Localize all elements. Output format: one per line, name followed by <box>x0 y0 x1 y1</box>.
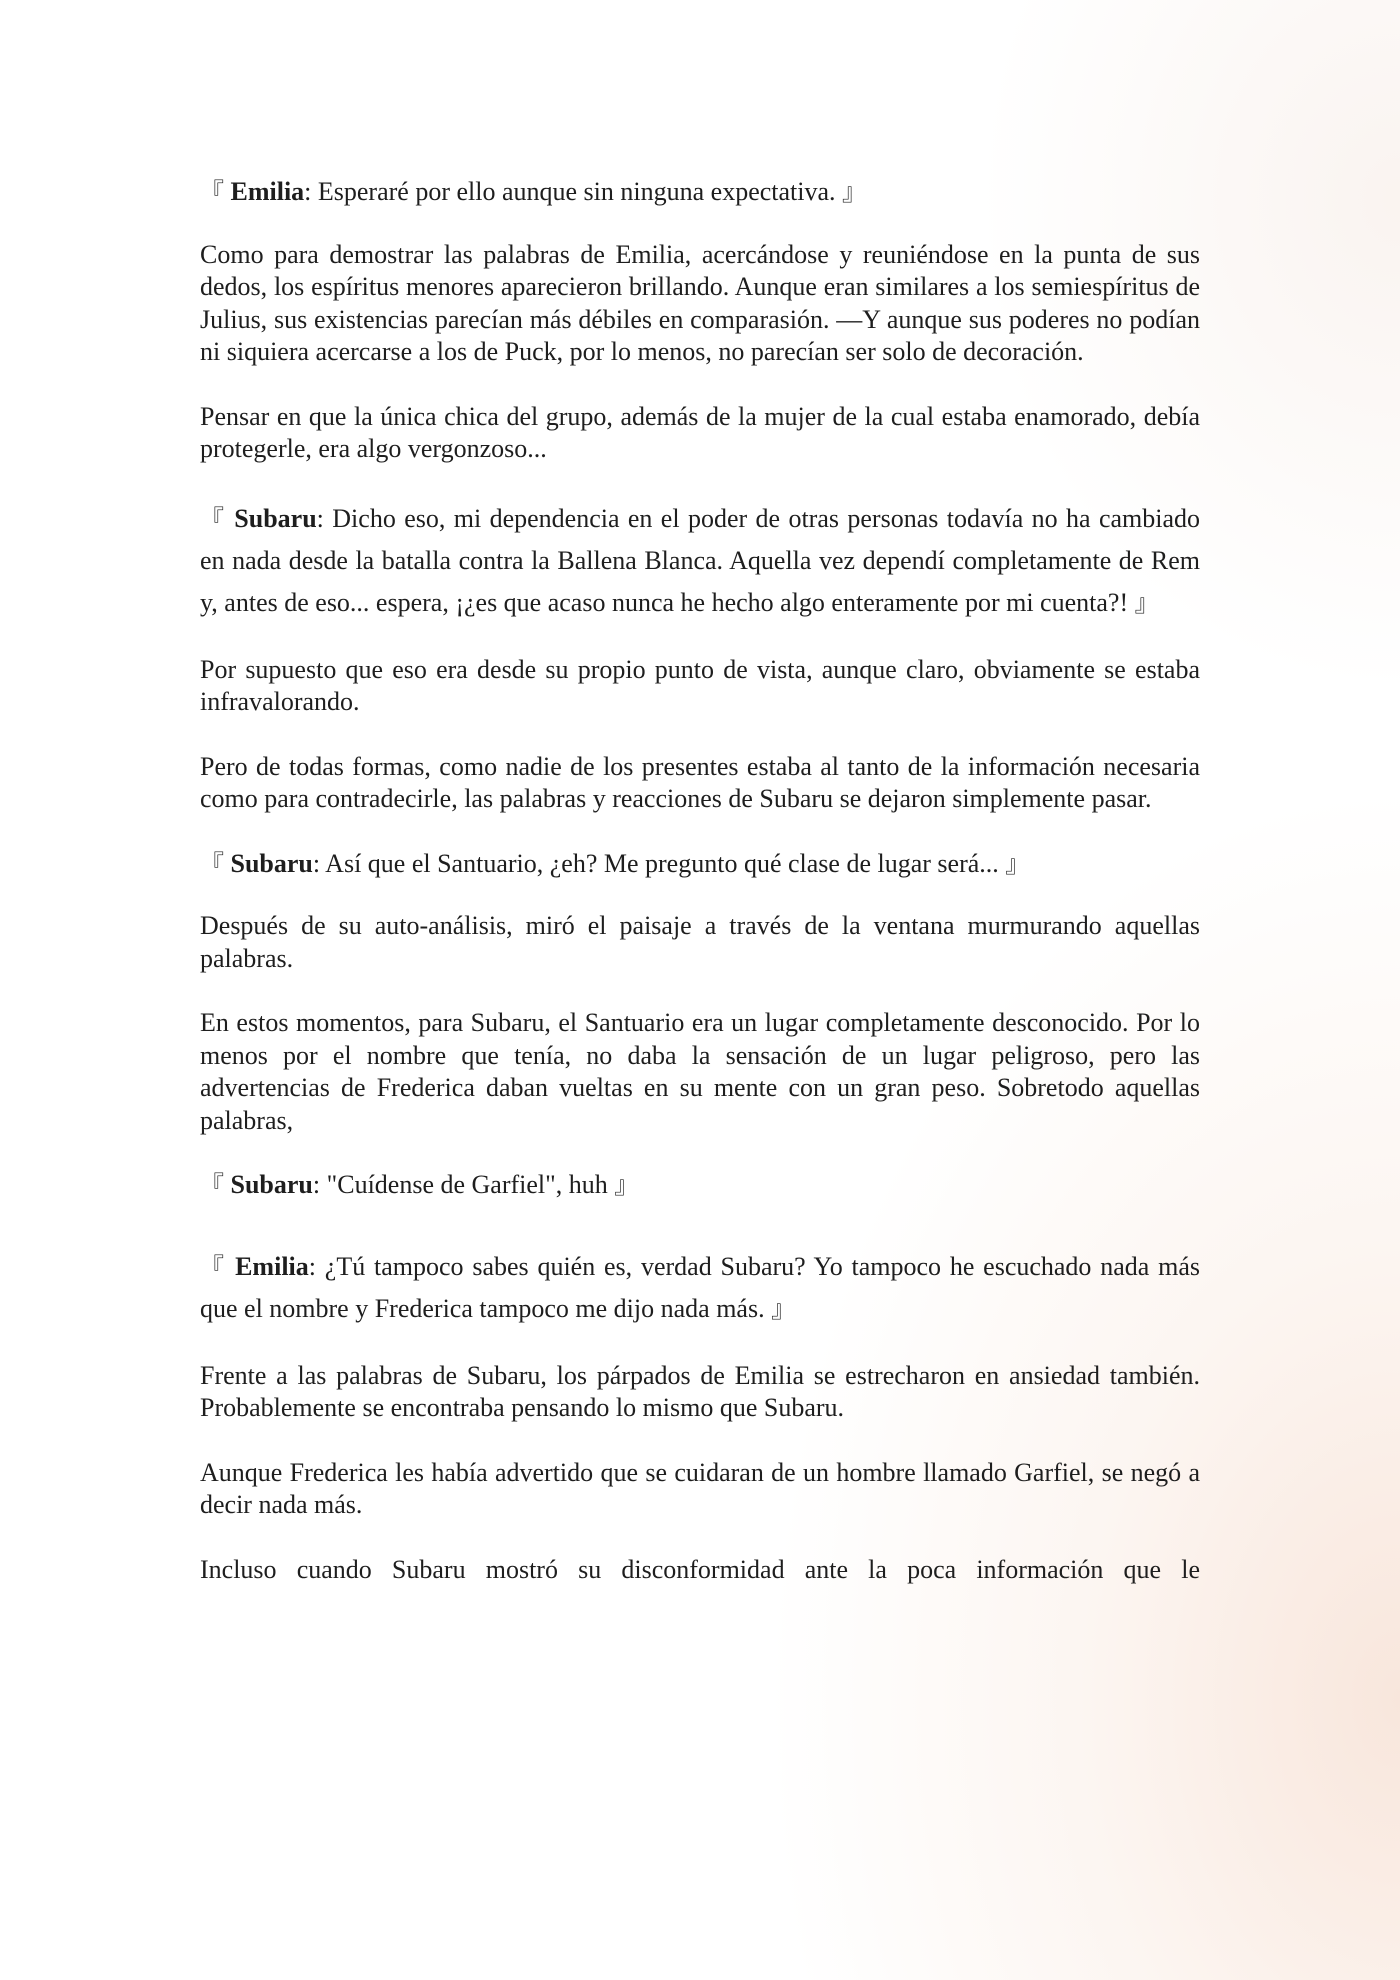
dialogue-line <box>200 1246 1200 1330</box>
dialogue-text: : ¿Tú tampoco sabes quién es, verdad Subaru? Yo tampoco he escuchado nada más que el nombre y Frederica tampoco me dijo nada más. <box>200 1251 1200 1323</box>
dialogue-text: : Esperaré por ello aunque sin ninguna expectativa. <box>304 177 843 206</box>
close-bracket: 』 <box>771 1294 796 1323</box>
open-bracket: 『 <box>200 1252 227 1281</box>
dialogue-line <box>200 848 1200 881</box>
speaker-name: Emilia <box>235 1251 309 1281</box>
open-bracket: 『 <box>200 849 224 878</box>
narration-paragraph: Incluso cuando Subaru mostró su disconformidad ante la poca información que le <box>200 1554 1200 1584</box>
narration-paragraph: Después de su auto-análisis, miró el paisaje a través de la ventana murmurando aquellas palabras. <box>200 911 1200 973</box>
narration-paragraph: En estos momentos, para Subaru, el Santuario era un lugar completamente desconocido. Por lo menos por el nombre que tenía, no daba la sensación de un lugar peligroso, pero las advertencias de Frederica daban vueltas en su mente con un gran peso. Sobretodo aquellas palabras, <box>200 1008 1200 1135</box>
close-bracket: 』 <box>1005 849 1030 878</box>
narration-paragraph: Frente a las palabras de Subaru, los párpados de Emilia se estrecharon en ansiedad también. Probablemente se encontraba pensando lo mismo que Subaru. <box>200 1360 1200 1422</box>
narration-paragraph: Pero de todas formas, como nadie de los presentes estaba al tanto de la información necesaria como para contradecirle, las palabras y reacciones de Subaru se dejaron simplemente pasar. <box>200 751 1200 813</box>
close-bracket: 』 <box>1134 588 1159 617</box>
narration-paragraph: Por supuesto que eso era desde su propio punto de vista, aunque claro, obviamente se estaba infravalorando. <box>200 654 1200 716</box>
speaker-name: Subaru <box>234 503 317 533</box>
narration-paragraph: Aunque Frederica les había advertido que se cuidaran de un hombre llamado Garfiel, se negó a decir nada más. <box>200 1457 1200 1519</box>
dialogue-text: : Dicho eso, mi dependencia en el poder de otras personas todavía no ha cambiado en nada desde la batalla contra la Ballena Blanca. Aquella vez dependí completamente de Rem y, antes de eso... espera, ¡¿es que acaso nunca he hecho algo enteramente por mi cuenta?! <box>200 503 1201 617</box>
dialogue-text: : Así que el Santuario, ¿eh? Me pregunto qué clase de lugar será... <box>312 848 1006 878</box>
open-bracket: 『 <box>200 1171 224 1199</box>
speaker-name: Subaru <box>230 848 313 878</box>
speaker-name: Subaru <box>230 1170 313 1199</box>
dialogue-line <box>200 498 1200 624</box>
dialogue-line <box>200 1169 1200 1202</box>
open-bracket: 『 <box>200 504 226 533</box>
close-bracket: 』 <box>614 1171 639 1199</box>
narration-paragraph: Pensar en que la única chica del grupo, además de la mujer de la cual estaba enamorado, debía protegerle, era algo vergonzoso... <box>200 401 1200 463</box>
speaker-name: Emilia <box>230 177 305 206</box>
narration-paragraph: Como para demostrar las palabras de Emilia, acercándose y reuniéndose en la punta de sus dedos, los espíritus menores aparecieron brillando. Aunque eran similares a los semiespíritus de Julius, sus existencias parecían más débiles en comparasión. —Y aunque sus poderes no podían ni siquiera acercarse a los de Puck, por lo menos, no parecían ser solo de decoración. <box>200 239 1200 366</box>
open-bracket: 『 <box>200 178 224 206</box>
dialogue-line <box>200 176 1200 209</box>
document-page <box>200 176 1200 1618</box>
dialogue-text: : "Cuídense de Garfiel", huh <box>312 1170 615 1199</box>
close-bracket: 』 <box>842 178 867 206</box>
